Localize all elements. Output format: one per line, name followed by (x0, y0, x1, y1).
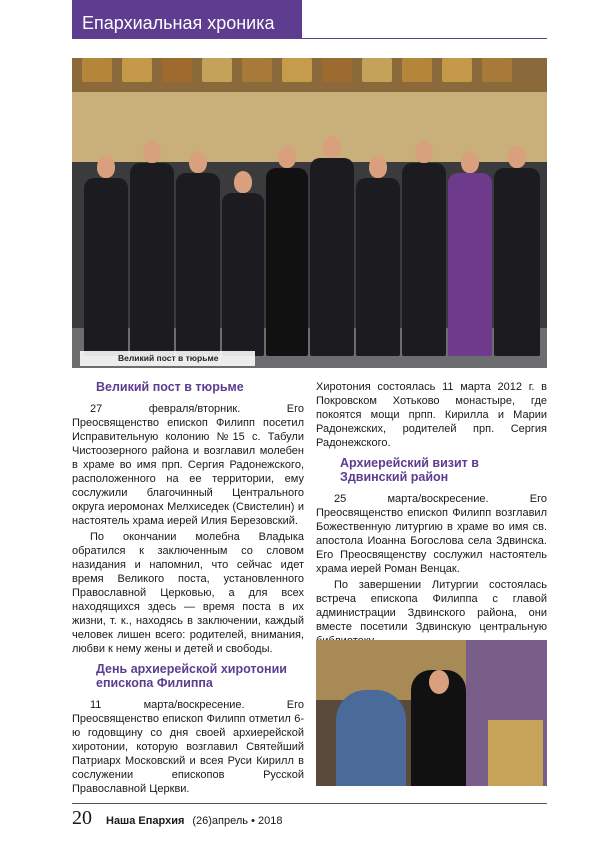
page-number: 20 (72, 807, 92, 829)
magazine-name: Наша Епархия (106, 815, 185, 827)
altar-table (488, 720, 543, 786)
icon-panel (202, 58, 232, 82)
person (222, 171, 264, 356)
icon-panel (242, 58, 272, 82)
article-paragraph: 11 марта/воскресение. Его Преосвященство епископ Филипп отметил 6-ю годовщину со дня своей архиерейской хиротонии, которую возглавил Святейший Патриарх Московский и всея Руси Кирилл в сослужении епископов Русской Православной Церкви. (72, 699, 304, 795)
secondary-photo (316, 640, 547, 786)
parishioner (336, 690, 406, 786)
person (402, 141, 446, 356)
header-divider (72, 38, 547, 39)
bishop-face (429, 670, 449, 694)
icon-panel (122, 58, 152, 82)
person (130, 141, 174, 356)
person (176, 151, 220, 356)
icon-panel (82, 58, 112, 82)
icon-panel (402, 58, 432, 82)
person (494, 146, 540, 356)
person (356, 156, 400, 356)
left-column (72, 380, 304, 796)
icon-panel (442, 58, 472, 82)
page-footer (72, 807, 282, 827)
article-paragraph: 27 февраля/вторник. Его Преосвященство епископ Филипп посетил Исправительную колонию №15 с. Табули Чистоозерного района и возглавил молебен в храме во имя прп. Сергия Радонежского, расположенного на ее территории, ему сослужили благочинный Центрального округа иеромонах Мелхиседек (Свистелин) и настоятель храма иерей Илия Березовский. (72, 403, 304, 527)
photo-caption: Великий пост в тюрьме (80, 351, 255, 366)
footer-divider (72, 803, 547, 804)
icon-panel (482, 58, 512, 82)
icon-panel (162, 58, 192, 82)
icon-panel (282, 58, 312, 82)
icon-panel (362, 58, 392, 82)
person (84, 156, 128, 356)
right-column (316, 380, 547, 648)
article-paragraph: 25 марта/воскресение. Его Преосвященство епископ Филипп возглавил Божественную литургию в храме во имя св. апостола Иоанна Богослова села Здвинска. Его Преосвященству сослужил настоятель храма иерей Роман Венцак. (316, 493, 547, 575)
article-title: Архиерейский визит в Здвинский район (340, 456, 479, 484)
person-priest (448, 151, 492, 356)
article-title: День архиерейской хиротонии епископа Филиппа (96, 662, 287, 690)
article-paragraph: Хиротония состоялась 11 марта 2012 г. в Покровском Хотьково монастыре, где покоятся мощи прпп. Кирилла и Марии Радонежских, родителей прп. Сергия Радонежского. (316, 381, 547, 449)
article-paragraph: По окончании молебна Владыка обратился к заключенным со словом назидания и напомнил, что сейчас идет время Великого поста, установленного Православной Церковью, а для всех находящихся здесь — время поста в их жизни, т. к., находясь в заключении, каждый человек лишен всего: родителей, внимания, любви к нему жены и детей и свободы. (72, 531, 304, 655)
main-photo (72, 58, 547, 368)
article-title: Великий пост в тюрьме (96, 380, 244, 394)
section-header (72, 0, 302, 38)
section-title: Епархиальная хроника (82, 13, 275, 33)
article-paragraph: По завершении Литургии состоялась встреча епископа Филиппа с главой администрации Здвинского района, они вместе посетили Здвинскую центральную (316, 579, 547, 633)
icon-panel (322, 58, 352, 82)
person-bishop (266, 146, 308, 356)
issue-info: (26)апрель • 2018 (192, 815, 283, 827)
person (310, 136, 354, 356)
